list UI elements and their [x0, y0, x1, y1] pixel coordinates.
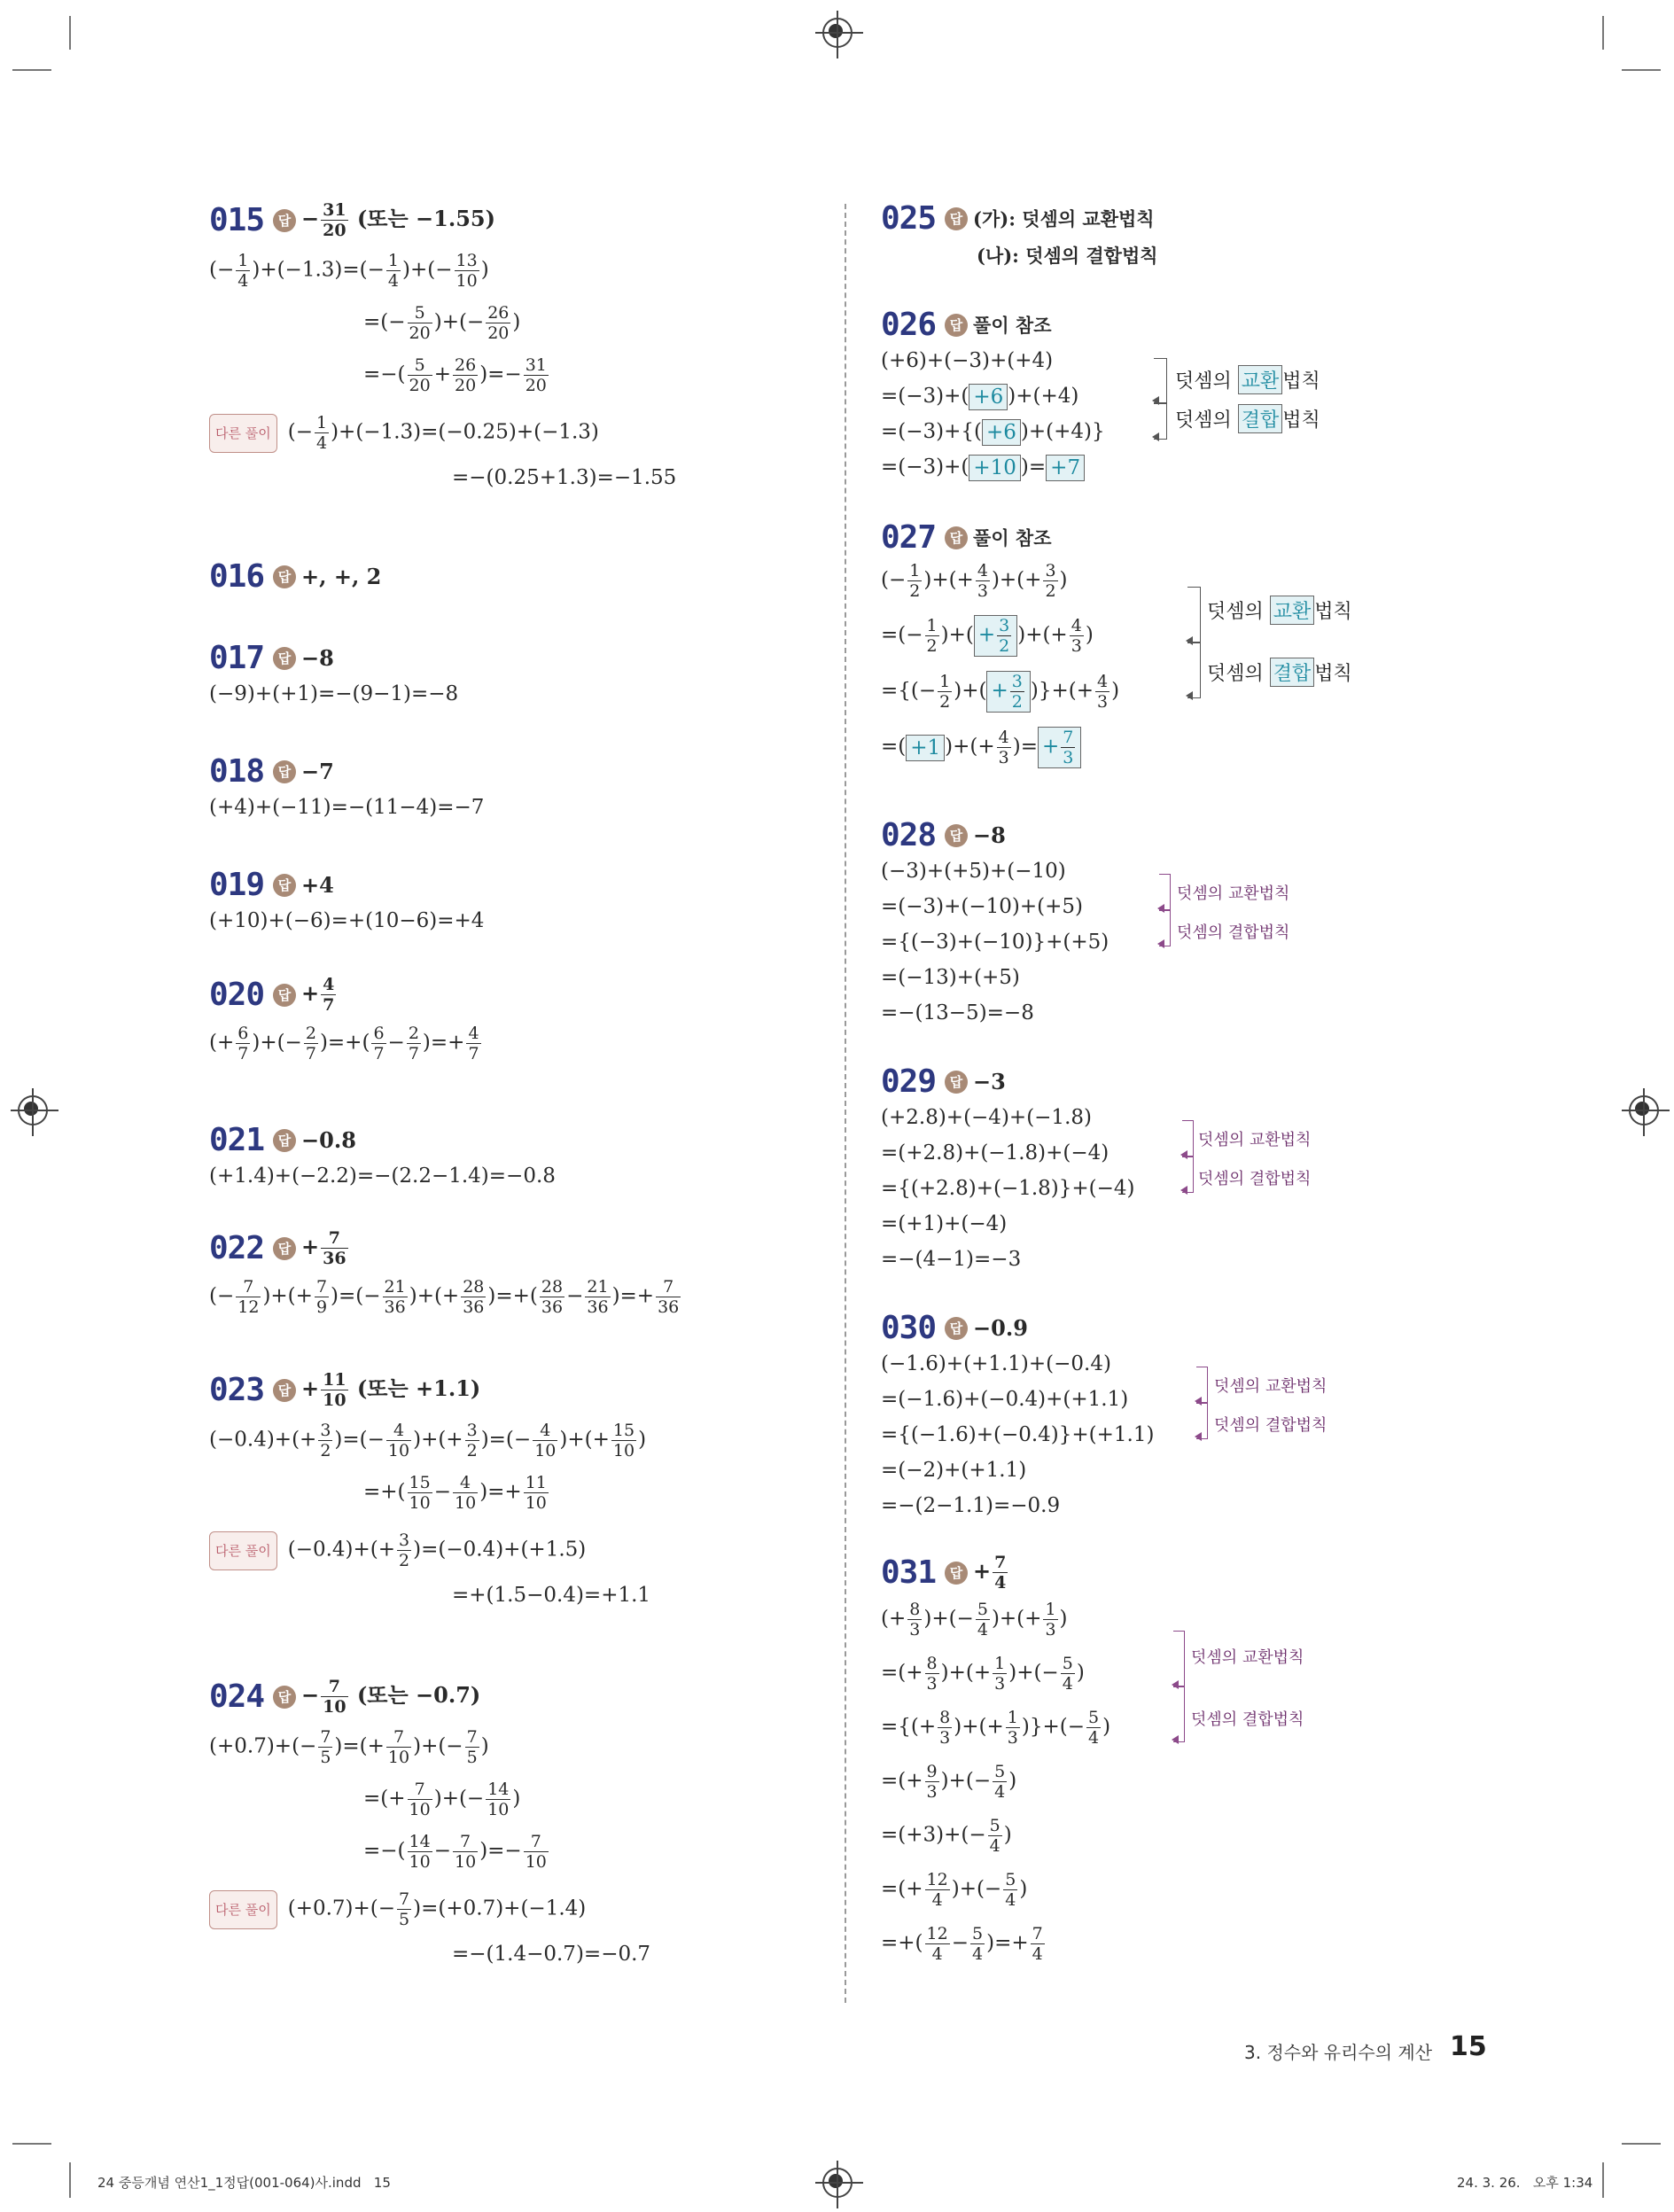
law-label: 덧셈의 결합법칙 [1191, 1710, 1304, 1729]
problem-018 [209, 753, 484, 825]
solution-line: (−3)+(+5)+(−10) [881, 860, 1066, 883]
answer-badge: 답 [273, 647, 296, 670]
solution-line: =(−3)+{( +6 )+(+4)} [881, 420, 1105, 444]
answer: (가): 덧셈의 교환법칙 [973, 207, 1155, 230]
solution-line: (−1.6)+(+1.1)+(−0.4) [881, 1352, 1111, 1375]
solution-line: =(−3)+(−10)+(+5) [881, 895, 1084, 918]
problem-number: 019 [209, 867, 265, 903]
alt-solution-line: =−(0.25+1.3)=−1.55 [452, 466, 677, 489]
problem-017 [209, 640, 458, 712]
solution-line: =−( $\frac{5}{20}$ + $\frac{26}{20}$ )=− $\frac{31}{20}$ [363, 355, 547, 395]
solution-line: =(+ $\frac{9}{3}$ )+(− $\frac{5}{4}$ ) [881, 1762, 1017, 1802]
problem-030 [881, 1310, 1154, 1523]
solution-line: =(−2)+(+1.1) [881, 1459, 1027, 1482]
problem-number: 022 [209, 1230, 265, 1266]
solution-line: =−(13−5)=−8 [881, 1001, 1034, 1024]
solution-line: =+( $\frac{15}{10}$ − $\frac{4}{10}$ )=+ $\frac{11}{10}$ [363, 1473, 547, 1513]
slug-filename: 24 중등개념 연산1_1정답(001-064)사.indd 15 [97, 2175, 391, 2191]
answer-badge: 답 [945, 526, 968, 549]
problem-016 [209, 558, 381, 595]
solution-line: (− $\frac{1}{4}$ )+(−1.3)=(− $\frac{1}{4}$ )+(− $\frac{13}{10}$ ) [209, 251, 489, 291]
problem-022 [209, 1228, 682, 1317]
law-label: 덧셈의 교환법칙 [1214, 1377, 1328, 1396]
registration-mark-left [18, 1095, 48, 1125]
solution-line: =(+2.8)+(−1.8)+(−4) [881, 1141, 1110, 1164]
solution-line: ={(−1.6)+(−0.4)}+(+1.1) [881, 1423, 1155, 1446]
solution-line: =(−13)+(+5) [881, 966, 1020, 989]
answer: + $\frac{11}{10}$ (또는 +1.1) [301, 1370, 481, 1410]
solution-line: =(+3)+(− $\frac{5}{4}$ ) [881, 1816, 1012, 1856]
solution-line: =(−1.6)+(−0.4)+(+1.1) [881, 1388, 1129, 1411]
answer: − $\frac{7}{10}$ (또는 −0.7) [301, 1677, 481, 1717]
law-label: 덧셈의 교환법칙 [1198, 1131, 1312, 1149]
solution-line: ={(+2.8)+(−1.8)}+(−4) [881, 1177, 1135, 1200]
problem-number: 023 [209, 1372, 265, 1408]
arrow-icon [1180, 1186, 1187, 1195]
answer: (나): 덧셈의 결합법칙 [977, 245, 1158, 267]
answer: −0.9 [973, 1315, 1028, 1341]
problem-number: 025 [881, 200, 937, 237]
law-label: 덧셈의 결합 법칙 [1175, 404, 1320, 433]
alt-solution-tag: 다른 풀이 [209, 1890, 277, 1929]
answer-badge: 답 [273, 565, 296, 588]
problem-031 [881, 1553, 1110, 1964]
problem-number: 027 [881, 519, 937, 556]
law-label: 덧셈의 교환 법칙 [1207, 596, 1352, 625]
arrow-icon [1172, 1735, 1179, 1744]
problem-number: 028 [881, 817, 937, 853]
slug-date: 24. 3. 26. 오후 1:34 [1457, 2175, 1593, 2191]
answer-badge: 답 [273, 1237, 296, 1260]
problem-025 [881, 200, 1158, 269]
problem-number: 031 [881, 1554, 937, 1591]
answer-badge: 답 [273, 1129, 296, 1152]
registration-mark-bottom [822, 2168, 853, 2198]
solution-line: (+4)+(−11)=−(11−4)=−7 [209, 796, 485, 819]
law-bracket [1173, 1686, 1185, 1742]
answer-badge: 답 [273, 874, 296, 897]
solution-line: =(+ $\frac{12}{4}$ )+(− $\frac{5}{4}$ ) [881, 1870, 1028, 1910]
answer-badge: 답 [945, 824, 968, 847]
problem-015 [209, 200, 676, 495]
solution-line: (− $\frac{1}{2}$ )+(+ $\frac{4}{3}$ )+(+ $\frac{3}{2}$ ) [881, 561, 1068, 601]
problem-024 [209, 1677, 650, 1972]
solution-line: =(+ $\frac{8}{3}$ )+(+ $\frac{1}{3}$ )+(− $\frac{5}{4}$ ) [881, 1654, 1085, 1694]
solution-line: =−( $\frac{14}{10}$ − $\frac{7}{10}$ )=− $\frac{7}{10}$ [363, 1832, 547, 1872]
solution-line: =(−3)+( +6 )+(+4) [881, 385, 1079, 409]
arrow-icon [1152, 432, 1159, 441]
answer: + $\frac{4}{7}$ [301, 975, 335, 1015]
solution-line: =(− $\frac{1}{2}$ )+( + $\frac{3}{2}$ )+(+ $\frac{4}{3}$ ) [881, 616, 1094, 656]
answer: −0.8 [301, 1127, 356, 1153]
answer-badge: 답 [273, 1379, 296, 1402]
answer: − $\frac{31}{20}$ (또는 −1.55) [301, 200, 495, 240]
solution-line: (−9)+(+1)=−(9−1)=−8 [209, 682, 459, 705]
problem-number: 017 [209, 640, 265, 676]
arrow-icon [1195, 1432, 1202, 1441]
law-label: 덧셈의 교환 법칙 [1175, 365, 1320, 394]
solution-line: ={(+ $\frac{8}{3}$ )+(+ $\frac{1}{3}$ )}+(− $\frac{5}{4}$ ) [881, 1708, 1111, 1748]
law-label: 덧셈의 결합법칙 [1198, 1170, 1312, 1188]
answer-badge: 답 [273, 760, 296, 783]
answer-badge: 답 [945, 207, 968, 230]
solution-line: =( +1 )+(+ $\frac{4}{3}$ )= + $\frac{7}{3}$ [881, 727, 1119, 768]
alt-solution-line: =−(1.4−0.7)=−0.7 [452, 1943, 651, 1966]
solution-line: (−0.4)+(+ $\frac{3}{2}$ )=(− $\frac{4}{10}$ )+(+ $\frac{3}{2}$ )=(− $\frac{4}{10}$ )+(+ $\frac{15}{10}$ ) [209, 1421, 647, 1460]
law-bracket [1173, 1631, 1185, 1687]
problem-021 [209, 1122, 556, 1194]
answer: 풀이 참조 [973, 526, 1052, 549]
problem-number: 029 [881, 1063, 937, 1100]
solution-line: (+10)+(−6)=+(10−6)=+4 [209, 909, 485, 932]
alt-solution-line: 다른 풀이 (+0.7)+(− $\frac{7}{5}$ )=(+0.7)+(−1.4) [209, 1889, 650, 1929]
solution-line: (+ $\frac{6}{7}$ )+(− $\frac{2}{7}$ )=+( $\frac{6}{7}$ − $\frac{2}{7}$ )=+ $\frac{4}{7}$ [209, 1024, 479, 1063]
solution-line: =−(2−1.1)=−0.9 [881, 1494, 1061, 1517]
problem-number: 024 [209, 1678, 265, 1715]
answer: + $\frac{7}{36}$ [301, 1228, 346, 1268]
law-label: 덧셈의 결합 법칙 [1207, 658, 1352, 687]
answer: 풀이 참조 [973, 314, 1052, 337]
problem-number: 016 [209, 558, 265, 595]
answer: +, +, 2 [301, 564, 382, 589]
solution-line: =(+1)+(−4) [881, 1212, 1008, 1235]
solution-line: (− $\frac{7}{12}$ )+(+ $\frac{7}{9}$ )=(− $\frac{21}{36}$ )+(+ $\frac{28}{36}$ )=+( $\frac{28}{36}$ − $\frac{21}{36}$ )=+ $\frac{7}{36}$ [209, 1277, 680, 1317]
column-divider [845, 204, 846, 2003]
problem-number: 018 [209, 753, 265, 790]
problem-number: 021 [209, 1122, 265, 1158]
law-label: 덧셈의 결합법칙 [1177, 923, 1290, 942]
chapter-title: 3. 정수와 유리수의 계산 [1244, 2042, 1433, 2063]
problem-number: 020 [209, 977, 265, 1013]
solution-line: =(− $\frac{5}{20}$ )+(− $\frac{26}{20}$ ) [363, 303, 521, 343]
problem-026 [881, 307, 1105, 485]
problem-number: 030 [881, 1310, 937, 1346]
answer-badge: 답 [273, 984, 296, 1007]
solution-line: (+ $\frac{8}{3}$ )+(− $\frac{5}{4}$ )+(+ $\frac{1}{3}$ ) [881, 1600, 1068, 1640]
registration-mark-top [822, 18, 853, 48]
law-bracket [1187, 587, 1201, 643]
solution-line: (+0.7)+(− $\frac{7}{5}$ )=(+ $\frac{7}{10}$ )+(− $\frac{7}{5}$ ) [209, 1727, 489, 1767]
alt-solution-line: 다른 풀이 (−0.4)+(+ $\frac{3}{2}$ )=(−0.4)+(+1.5) [209, 1530, 650, 1570]
answer: + $\frac{7}{4}$ [973, 1553, 1007, 1593]
solution-line: =+( $\frac{12}{4}$ − $\frac{5}{4}$ )=+ $\frac{7}{4}$ [881, 1924, 1043, 1964]
solution-line: (+2.8)+(−4)+(−1.8) [881, 1106, 1092, 1129]
alt-solution-tag: 다른 풀이 [209, 414, 277, 453]
solution-line: (+6)+(−3)+(+4) [881, 349, 1054, 372]
answer-badge: 답 [945, 1562, 968, 1585]
answer: −3 [973, 1069, 1006, 1094]
answer: −7 [301, 759, 334, 784]
solution-line: (+1.4)+(−2.2)=−(2.2−1.4)=−0.8 [209, 1164, 556, 1188]
problem-number: 015 [209, 202, 265, 238]
answer-badge: 답 [945, 1317, 968, 1340]
answer-badge: 답 [273, 209, 296, 232]
answer: −8 [301, 645, 334, 671]
alt-solution-tag: 다른 풀이 [209, 1531, 277, 1570]
solution-line: =−(4−1)=−3 [881, 1248, 1022, 1271]
answer: +4 [301, 872, 334, 898]
solution-line: =(+ $\frac{7}{10}$ )+(− $\frac{14}{10}$ ) [363, 1780, 521, 1819]
law-label: 덧셈의 교환법칙 [1191, 1648, 1304, 1667]
registration-mark-right [1629, 1095, 1659, 1125]
arrow-icon [1186, 691, 1193, 700]
alt-solution-line: 다른 풀이 (− $\frac{1}{4}$ )+(−1.3)=(−0.25)+(−1.3) [209, 413, 676, 453]
solution-line: =(−3)+( +10 )= +7 [881, 449, 1105, 485]
answer-badge: 답 [945, 1071, 968, 1094]
problem-023 [209, 1370, 650, 1613]
law-label: 덧셈의 결합법칙 [1214, 1416, 1328, 1435]
law-label: 덧셈의 교환법칙 [1177, 884, 1290, 903]
answer-badge: 답 [273, 1686, 296, 1709]
answer-badge: 답 [945, 314, 968, 337]
page-number: 15 [1450, 2031, 1487, 2062]
solution-line: ={(−3)+(−10)}+(+5) [881, 931, 1110, 954]
problem-027 [881, 519, 1119, 768]
law-bracket [1187, 642, 1201, 698]
problem-029 [881, 1063, 1135, 1277]
arrow-icon [1157, 939, 1164, 948]
problem-020 [209, 975, 483, 1063]
solution-line: ={(− $\frac{1}{2}$ )+( + $\frac{3}{2}$ )}+(+ $\frac{4}{3}$ ) [881, 672, 1120, 712]
answer: −8 [973, 822, 1006, 848]
problem-028 [881, 817, 1109, 1031]
problem-019 [209, 867, 484, 939]
alt-solution-line: =+(1.5−0.4)=+1.1 [452, 1584, 651, 1607]
problem-number: 026 [881, 307, 937, 343]
